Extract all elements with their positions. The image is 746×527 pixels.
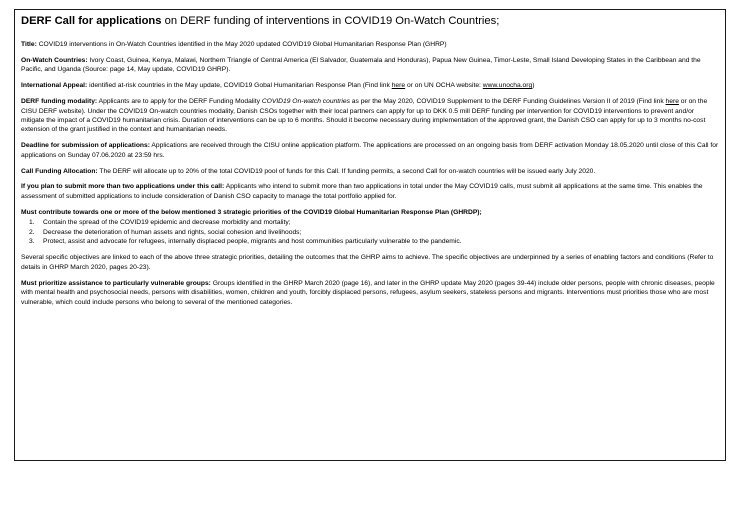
list-item <box>21 228 719 238</box>
priorities-list <box>21 218 719 247</box>
appeal-text-3: ) <box>532 82 535 90</box>
list-item <box>21 237 719 247</box>
title-label: Title: <box>21 41 37 48</box>
multiple-applications-section <box>21 182 719 201</box>
list-item-number: 1. <box>29 219 35 227</box>
title-section <box>21 40 719 49</box>
onwatch-section <box>21 56 719 75</box>
objectives-text: Several specific objectives are linked to each of the above three strategic priorities, detailing the outcomes that the GHRP aims to achieve. The specific objectives are underpinned by a series of enabling factors and conditions (Refer to details in GHRP March 2020, pages 20-23). <box>21 254 714 271</box>
list-item <box>21 218 719 228</box>
modality-label: DERF funding modality: <box>21 98 98 106</box>
list-item-number: 2. <box>29 228 35 236</box>
guidelines-link[interactable]: here <box>665 98 679 106</box>
list-item-text: Decrease the deterioration of human assets and rights, social cohesion and livelihoods; <box>43 228 302 236</box>
vulnerable-groups-section <box>21 279 719 307</box>
vulnerable-text: Groups identified in the GHRP March 2020 (page 16), and later in the GHRP update May 2020 (pages 39-44) include older persons, people with chronic diseases, people with mental health and psychosocial needs, persons with disabilities, women, children and youth, forcibly displaced persons, refugees, asylum seekers, stateless persons and migrants. Interventions must priorities those who are most vulnerable, which could include persons who belong to several of the mentioned categories. <box>21 279 715 306</box>
deadline-label: Deadline for submission of applications: <box>21 142 150 150</box>
modality-section <box>21 97 719 135</box>
list-item-number: 3. <box>29 238 35 246</box>
ghrp-link[interactable]: here <box>391 82 406 90</box>
title-text: COVID19 interventions in On-Watch Countries identified in the May 2020 updated COVID19 Global Humanitarian Response Plan (GHRP) <box>36 41 447 48</box>
call-document <box>14 9 726 461</box>
appeal-text-2: or on UN OCHA website: <box>405 82 483 90</box>
allocation-text: The DERF will allocate up to 20% of the total COVID19 pool of funds for this Call. If funding permits, a second Call for on-watch countries will be issued early July 2020. <box>97 167 596 175</box>
multiple-label: If you plan to submit more than two applications under this call: <box>21 183 225 191</box>
objectives-section <box>21 253 719 272</box>
deadline-text: Applications are received through the CISU online application platform. The applications are processed on an ongoing basis from DERF activation Monday 18.05.2020 until close of this Call for applications on Sunday 07.06.2020 at 23:59 hrs. <box>21 142 719 159</box>
appeal-text-1: identified at-risk countries in the May update, COVID19 Gobal Humanitarian Response Plan (Find link <box>87 82 392 90</box>
appeal-section <box>21 81 719 90</box>
priorities-heading <box>21 208 719 217</box>
modality-text-2: as per the May 2020, COVID19 Supplement to the DERF Funding Guidelines Version II of 2019 (Find link <box>349 98 666 106</box>
modality-text-1: Applicants are to apply for the DERF Funding Modality <box>97 98 262 106</box>
allocation-label: Call Funding Allocation: <box>21 167 98 175</box>
heading-rest: on DERF funding of interventions in COVID19 On-Watch Countries; <box>161 15 500 27</box>
allocation-section <box>21 167 719 176</box>
priorities-label: Must contribute towards one or more of the below mentioned 3 strategic priorities of the COVID19 Global Humanitarian Response Plan (GHRDP); <box>21 208 482 216</box>
unocha-link[interactable]: www.unocha.org <box>482 82 533 90</box>
heading-bold: DERF Call for applications <box>21 15 162 27</box>
modality-text-3: or on the CISU DERF website). Under the COVID19 On-watch countries modality, Danish CSOs together with their local partners can apply for up to DKK 0.5 mill DERF funding per intervention for COVID19 interventions to prevent and/or mitigate the impact of a COVID19 humanitarian crisis. Duration of interventions can be up to 6 months. Should it become necessary during implementation of the approved grant, the Danish CSO can apply for up to 3 months no-cost extension of the grant justified in the context and humanitarian needs. <box>21 98 708 134</box>
appeal-label: International Appeal: <box>21 82 88 90</box>
list-item-text: Protect, assist and advocate for refugees, internally displaced people, migrants and host communities particularly vulnerable to the pandemic. <box>43 238 462 246</box>
onwatch-label: On-Watch Countries: <box>21 56 88 64</box>
multiple-text: Applicants who intend to submit more than two applications in total under the May COVID19 calls, must submit all applications at the same time. This enables the assessment of submitted applications to include consideration of Danish CSO capacity to manage the total portfolio applied for. <box>21 183 703 200</box>
onwatch-text: Ivory Coast, Guinea, Kenya, Malawi, Northern Triangle of Central America (El Salvador, Guatemala and Honduras), Papua New Guinea, Timor-Leste, Small Island Developing States in the Caribbean and the Pacific, and Uganda (Source: page 14, May update, COVID19 GHRP). <box>21 56 701 74</box>
vulnerable-label: Must prioritize assistance to particularly vulnerable groups: <box>21 279 211 287</box>
deadline-section <box>21 141 719 160</box>
document-heading <box>21 14 719 28</box>
list-item-text: Contain the spread of the COVID19 epidemic and decrease morbidity and mortality; <box>43 219 291 227</box>
modality-italic: COVID19 On-watch countries <box>261 98 350 106</box>
